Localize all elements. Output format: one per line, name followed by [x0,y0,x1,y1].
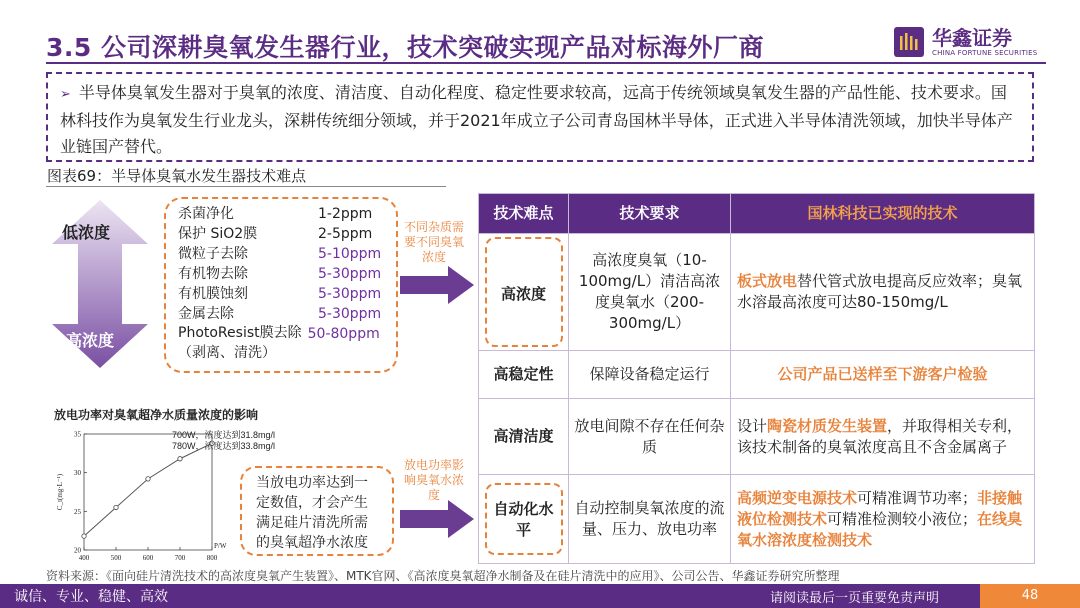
chart-frame [84,434,212,550]
high-concentration-label: 高浓度 [66,331,115,350]
requirement-cell: 放电间隙不存在任何杂质 [569,399,731,475]
ppm-value: 50-80ppm [307,326,380,342]
y-tick-label: 25 [74,507,81,516]
ppm-row [178,244,396,264]
tech-text: 可精准检测较小液位； [827,509,978,528]
ppm-name: 金属去除 [178,306,234,322]
table-row [479,399,1035,475]
ppm-name: 杀菌净化 [178,206,234,222]
table-row [479,234,1035,351]
figure-title: 图表69：半导体臭氧水发生器技术难点 [47,167,307,185]
tech-cell [731,351,1035,399]
x-tick-label: 500 [110,554,122,562]
tech-highlight: 非接触液位检测技术 [737,488,1023,528]
ppm-row [178,284,396,304]
series-line [84,443,212,536]
requirement-cell: 自动控制臭氧浓度的流量、压力、放电功率 [569,475,731,564]
tech-cell [731,475,1035,564]
tech-prefix: 设计 [737,416,768,435]
ppm-sub-note: （剥离、清洗） [178,345,276,361]
difficulty-label: 自动化水平 [485,483,563,555]
ppm-list-box [164,197,398,373]
difficulty-cell: 高稳定性 [479,351,569,399]
tech-highlight: 板式放电 [737,272,798,290]
bullet-arrow-icon: ➢ [60,87,71,102]
data-point [146,477,150,481]
tech-table [478,193,1035,564]
intro-text: 半导体臭氧发生器对于臭氧的浓度、清洁度、自动化程度、稳定性要求较高，远高于传统领域臭氧发生器的产品性能、技术要求。国林科技作为臭氧发生行业龙头，深耕传统细分领域，并于2021年成立子公司青岛国林半导体，正式进入半导体清洗领域，加快半导体产业链国产替代。 [60,83,1013,156]
figure-title-underline [46,186,446,187]
table-header: 技术要求 [569,194,731,234]
intro-box [46,72,1034,162]
ppm-value: 5-30ppm [318,266,382,282]
requirement-cell: 高浓度臭氧（10-100mg/L）清洁高浓度臭氧水（200-300mg/L） [569,234,731,351]
impurity-note: 不同杂质需要不同臭氧浓度 [404,220,465,264]
y-tick-label: 35 [74,430,81,439]
callout-box [240,466,394,556]
difficulty-label: 高浓度 [485,237,563,347]
tech-highlight: 陶瓷材质发生装置 [767,416,888,435]
ppm-row [178,224,396,244]
title-divider [46,62,1046,64]
ppm-value: 2-5ppm [318,226,373,242]
x-tick-label: 600 [142,554,154,562]
difficulty-cell [479,234,569,351]
right-arrow-icon [400,266,474,304]
data-point [178,457,182,461]
company-logo [894,22,1040,62]
ppm-value: 5-10ppm [318,246,382,262]
tech-cell [731,234,1035,351]
right-arrow-icon [400,500,474,538]
ppm-name: 保护 SiO2膜 [178,226,258,242]
ppm-value: 5-30ppm [318,286,382,302]
callout-line: 的臭氧超净水浓度 [256,535,368,551]
table-header-row [479,194,1035,234]
requirement-cell: 保障设备稳定运行 [569,351,731,399]
table-header: 技术难点 [479,194,569,234]
data-point [82,534,86,538]
footer-disclaimer: 请阅读最后一页重要免责声明 [770,591,940,606]
low-concentration-label: 低浓度 [62,223,111,242]
tech-text: ，并取得相关专利，该技术制备的臭氧浓度高且不含金属离子 [737,416,1023,456]
footer-motto: 诚信、专业、稳健、高效 [14,589,168,605]
ppm-name: 有机物去除 [178,266,248,282]
ppm-row [178,304,396,324]
y-tick-label: 30 [74,469,81,478]
x-axis-label: P/W [214,542,227,550]
chart-annotation: 780W，浓度达到33.8mg/l [172,441,276,451]
table-row [479,351,1035,399]
chart-annotation: 700W，浓度达到31.8mg/l [172,430,276,440]
tech-cell [731,399,1035,475]
power-concentration-chart [46,422,276,570]
page-number: 48 [980,584,1080,608]
ppm-name: PhotoResist膜去除 [178,325,302,341]
table-row [479,475,1035,564]
ppm-row [178,264,396,284]
callout-line: 满足硅片清洗所需 [256,515,368,531]
callout-line: 当放电功率达到一 [256,475,368,491]
source-note: 资料来源：《面向硅片清洗技术的高浓度臭氧产生装置》、MTK官网、《高浓度臭氧超净水制备及在硅片清洗中的应用》、公司公告、华鑫证券研究所整理 [46,569,840,583]
ppm-name: 有机膜蚀刻 [178,286,248,302]
ppm-row [178,204,396,224]
power-note: 放电功率影响臭氧水浓度 [404,458,465,502]
ppm-row [178,324,396,344]
page-title: 3.5 公司深耕臭氧发生器行业，技术突破实现产品对标海外厂商 [46,33,764,62]
y-tick-label: 20 [74,546,81,555]
logo-en: CHINA FORTUNE SECURITIES [932,48,1038,57]
chart-title: 放电功率对臭氧超净水质量浓度的影响 [54,408,259,422]
tech-text: 可精准调节功率； [857,488,978,507]
callout-line: 定数值，才会产生 [256,495,368,511]
tech-highlight: 高频逆变电源技术 [737,488,858,507]
data-point [114,505,118,509]
difficulty-cell [479,475,569,564]
tech-highlight: 在线臭氧水溶浓度检测技术 [737,509,1023,549]
logo-mark-icon [894,27,924,57]
x-tick-label: 400 [78,554,90,562]
ppm-name: 微粒子去除 [178,246,248,262]
tech-text: 替代管式放电提高反应效率；臭氧水溶最高浓度可达80-150mg/L [737,272,1023,311]
x-tick-label: 700 [174,554,186,562]
x-tick-label: 800 [206,554,218,562]
table-header: 国林科技已实现的技术 [731,194,1035,234]
ppm-value: 1-2ppm [318,206,373,222]
logo-cn: 华鑫证券 [932,25,1012,50]
difficulty-cell: 高清洁度 [479,399,569,475]
ppm-value: 5-30ppm [318,306,382,322]
tech-highlight: 公司产品已送样至下游客户检验 [777,365,988,383]
y-axis-label: C_t(mg·L⁻¹) [56,473,64,511]
